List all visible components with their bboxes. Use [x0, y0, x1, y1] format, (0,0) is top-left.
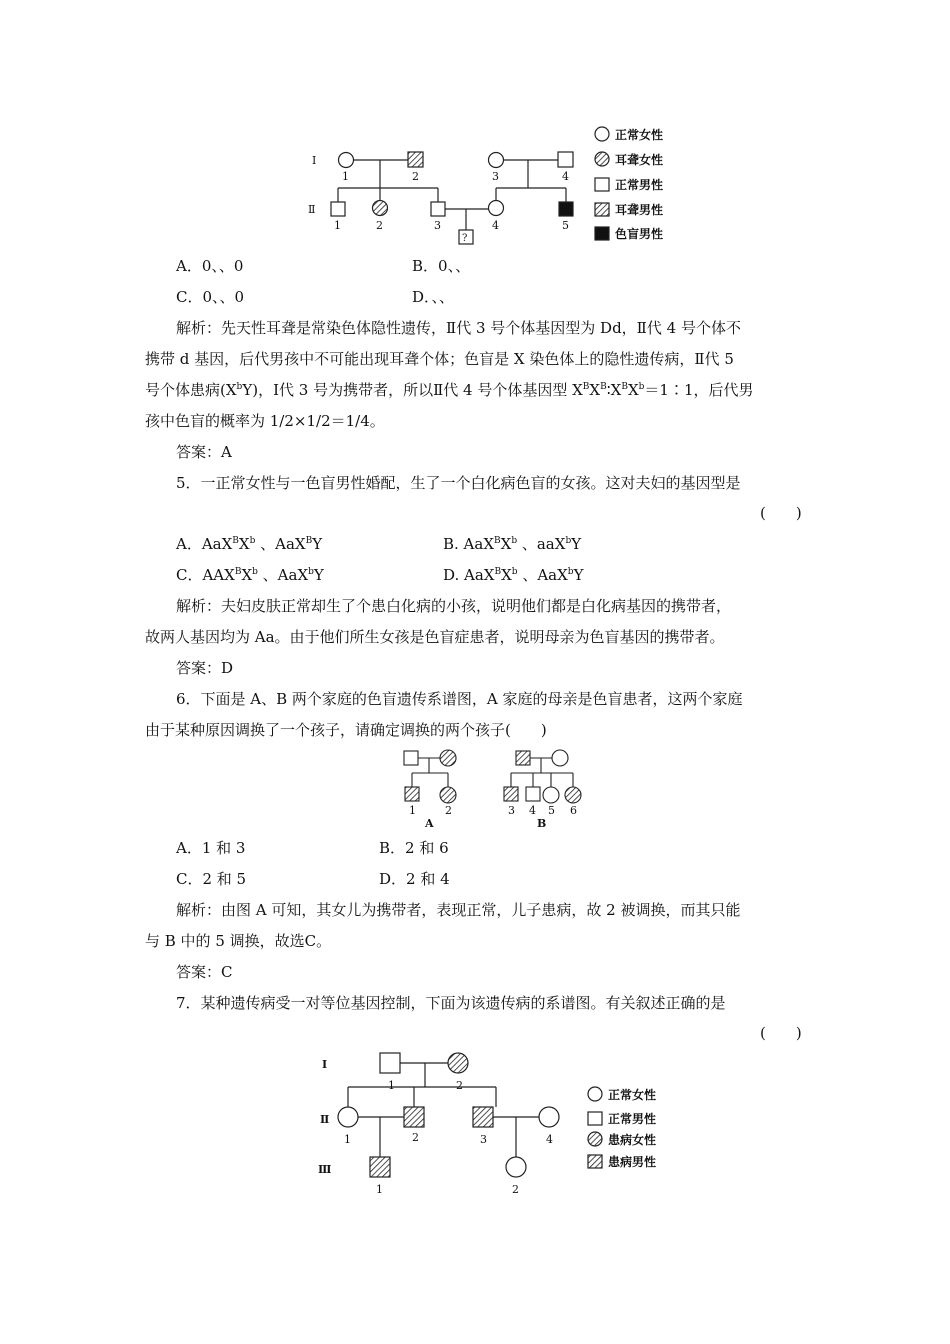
- q5-answer: 答案：D: [176, 659, 234, 677]
- q6a-child2-affected-female: [440, 787, 456, 803]
- legend1-colorblind-male-symbol: [595, 227, 609, 240]
- pedigree1-gen-I: Ⅰ: [312, 154, 317, 167]
- q4-answer: 答案：A: [176, 443, 232, 461]
- legend1-normal-male-symbol: [595, 178, 609, 191]
- q6a-child1-affected-male: [405, 787, 419, 801]
- q7-label: 2: [412, 1131, 419, 1144]
- pedigree1-II5-colorblind-male: [559, 202, 573, 216]
- q6-family-label: A: [425, 817, 434, 830]
- q6a-father-normal-male: [404, 751, 418, 765]
- pedigree1-gen-II: Ⅱ: [308, 203, 316, 216]
- q7-I1-normal-male: [380, 1053, 400, 1073]
- q7-I2-affected-female: [448, 1053, 468, 1073]
- q7-answer-bracket: ( ): [760, 1024, 802, 1042]
- q6-option-a: A．1 和 3: [176, 839, 246, 857]
- q6-answer: 答案：C: [176, 963, 233, 981]
- pedigree1-I1-normal-female: [339, 153, 354, 168]
- legend7-label: 正常女性: [608, 1088, 657, 1102]
- q5-answer-bracket: ( ): [760, 504, 802, 522]
- legend1-label: 正常男性: [615, 178, 664, 192]
- pedigree1-label: 4: [492, 219, 499, 232]
- pedigree1-I3-normal-female: [489, 153, 504, 168]
- q6-stem-line: 6．下面是 A、B 两个家庭的色盲遗传系谱图，A 家庭的母亲是色盲患者，这两个家庭: [176, 690, 743, 708]
- q4-analysis-line: 号个体患病$(X^bY)$，Ⅰ代 3 号为携带者，所以Ⅱ代 4 号个体基因型 $X^BX^B∶X^BX^b=1∶1$，后代男: [145, 381, 754, 399]
- pedigree1-label: 1: [342, 170, 349, 183]
- q5-analysis-line: 故两人基因均为 Aa。由于他们所生女孩是色盲症患者，说明母亲为色盲基因的携带者。: [145, 628, 725, 646]
- q7-label: 2: [512, 1183, 519, 1196]
- q6b-child3-affected-male: [504, 787, 518, 801]
- q5-option-b: B. $AaX^BX^b$ 、aaX$^b$Y: [443, 535, 582, 553]
- legend7-normal-male-symbol: [588, 1112, 602, 1125]
- legend7-label: 患病女性: [608, 1133, 657, 1147]
- q6-analysis-line: 解析：由图 A 可知，其女儿为携带者，表现正常，儿子患病，故 2 被调换，而其只能: [176, 901, 741, 919]
- pedigree1-question-mark: ?: [462, 233, 468, 244]
- legend1-label: 耳聋女性: [615, 153, 664, 167]
- q6-family-label: B: [537, 817, 547, 830]
- q6-option-c: C．2 和 5: [176, 870, 247, 888]
- q5-analysis-line: 解析：夫妇皮肤正常却生了个患白化病的小孩，说明他们都是白化病基因的携带者，: [176, 597, 732, 615]
- legend1-label: 色盲男性: [615, 227, 664, 241]
- q7-II4-normal-female: [539, 1107, 559, 1127]
- q7-III1-affected-male: [370, 1157, 390, 1177]
- pedigree-figure-1: [300, 120, 690, 250]
- legend1-deaf-male-symbol: [595, 203, 609, 216]
- legend1-deaf-female-symbol: [595, 152, 609, 166]
- q5-option-a: A．$AaX^BX^b$ 、AaX$^B$Y: [176, 535, 323, 553]
- q6b-father-affected-male: [516, 751, 530, 765]
- pedigree1-I4-normal-male: [558, 152, 573, 167]
- pedigree-figure-q7: [310, 1045, 680, 1205]
- q7-label: 1: [376, 1183, 383, 1196]
- pedigree1-label: 5: [562, 219, 569, 232]
- pedigree1-label: 3: [492, 170, 499, 183]
- q6b-child5-normal-female: [543, 787, 559, 803]
- q7-label: 1: [388, 1079, 395, 1092]
- q6-label: 6: [570, 804, 577, 817]
- q5-stem: 5．一正常女性与一色盲男性婚配，生了一个白化病色盲的女孩。这对夫妇的基因型是: [176, 474, 741, 492]
- pedigree1-I2-deaf-male: [408, 152, 423, 167]
- q4-analysis-line: 孩中色盲的概率为 1/2×1/2＝1/4。: [145, 412, 385, 430]
- q7-stem: 7．某种遗传病受一对等位基因控制，下面为该遗传病的系谱图。有关叙述正确的是: [176, 994, 726, 1012]
- pedigree1-II3-normal-male: [431, 202, 445, 216]
- legend7-affected-female-symbol: [588, 1132, 602, 1146]
- q6-label: 1: [409, 804, 416, 817]
- q7-label: 2: [456, 1079, 463, 1092]
- q7-II2-affected-male: [404, 1107, 424, 1127]
- q6-analysis-line: 与 B 中的 5 调换，故选C。: [145, 932, 332, 950]
- pedigree1-label: 3: [434, 219, 441, 232]
- pedigree1-II1-normal-male: [331, 202, 345, 216]
- q7-III2-normal-female: [506, 1157, 526, 1177]
- legend7-normal-female-symbol: [588, 1087, 602, 1101]
- q4-analysis-line: 解析：先天性耳聋是常染色体隐性遗传，Ⅱ代 3 号个体基因型为 Dd，Ⅱ代 4 号个体不: [176, 319, 741, 337]
- q4-analysis-line: 携带 d 基因，后代男孩中不可能出现耳聋个体；色盲是 X 染色体上的隐性遗传病，Ⅱ代 5: [145, 350, 734, 368]
- q6-option-d: D．2 和 4: [379, 870, 450, 888]
- pedigree-figure-q6: [395, 747, 605, 832]
- q6-stem-line: 由于某种原因调换了一个孩子，请确定调换的两个孩子( ): [145, 721, 547, 739]
- q5-option-d: D. $AaX^BX^b$ 、AaX$^b$Y: [443, 566, 584, 584]
- q7-label: 3: [480, 1133, 487, 1146]
- q4-option-b: B．0、、: [412, 257, 471, 275]
- q6-label: 5: [548, 804, 555, 817]
- q6-label: 3: [508, 804, 515, 817]
- q7-II1-normal-female: [338, 1107, 358, 1127]
- q6-option-b: B．2 和 6: [379, 839, 449, 857]
- q7-label: 4: [546, 1133, 553, 1146]
- q7-label: 1: [344, 1133, 351, 1146]
- pedigree1-label: 2: [412, 170, 419, 183]
- q5-option-c: C．$AAX^BX^b$ 、AaX$^b$Y: [176, 566, 324, 584]
- q6a-mother-affected-female: [440, 750, 456, 766]
- legend1-label: 正常女性: [615, 128, 664, 142]
- legend1-normal-female-symbol: [595, 127, 609, 141]
- q7-II3-affected-male: [473, 1107, 493, 1127]
- pedigree1-II2-deaf-female: [373, 201, 388, 216]
- q6b-child6-affected-female: [565, 787, 581, 803]
- q7-gen-label: Ⅱ: [320, 1113, 330, 1126]
- legend7-label: 患病男性: [608, 1155, 657, 1169]
- legend7-affected-male-symbol: [588, 1155, 602, 1168]
- pedigree1-label: 2: [376, 219, 383, 232]
- pedigree1-II4-normal-female: [489, 201, 504, 216]
- q4-option-c: C．0、、0: [176, 288, 245, 306]
- q6-label: 2: [445, 804, 452, 817]
- legend7-label: 正常男性: [608, 1112, 657, 1126]
- q7-gen-label: Ⅰ: [322, 1058, 328, 1071]
- q6b-mother-normal-female: [552, 750, 568, 766]
- pedigree1-label: 4: [562, 170, 569, 183]
- q4-option-a: A．0、、0: [176, 257, 244, 275]
- q6-label: 4: [529, 804, 536, 817]
- q4-option-d: D．、、: [412, 288, 455, 306]
- legend1-label: 耳聋男性: [615, 203, 664, 217]
- q6b-child4-normal-male: [526, 787, 540, 801]
- q7-gen-label: Ⅲ: [318, 1163, 332, 1176]
- pedigree1-label: 1: [334, 219, 341, 232]
